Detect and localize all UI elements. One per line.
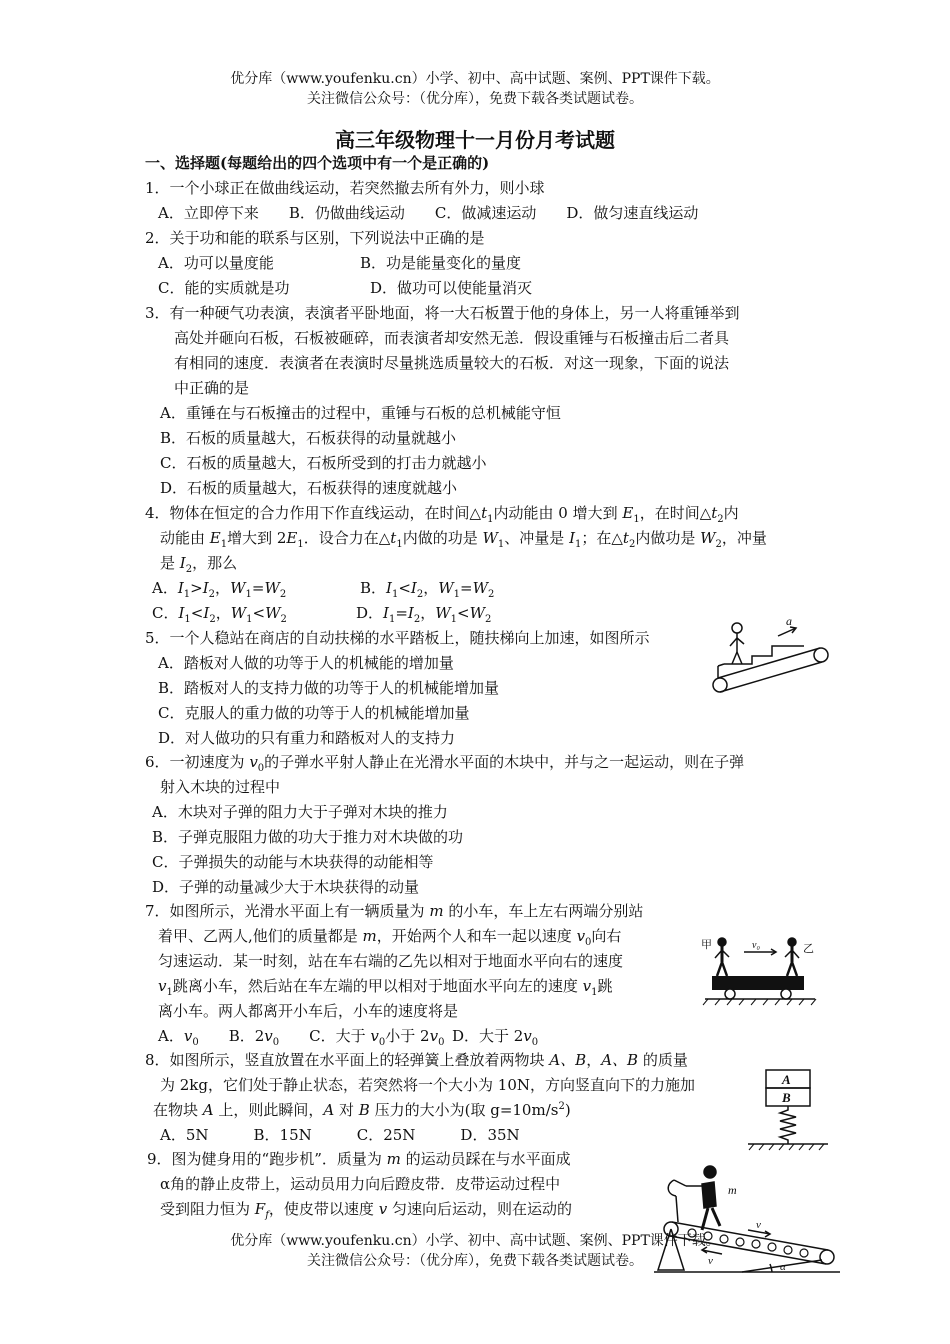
q6-line-1: 6．一初速度为 $v_0$的子弹水平射人静止在光滑水平面的木块中，并与之一起运动，则在子弹 — [145, 753, 745, 774]
belt-velocity-top-label: v — [756, 1219, 761, 1231]
q4-option-d: D．$I_1=I_2$，$W_1<W_2$ — [356, 604, 492, 625]
q2-option-c: C．能的实质就是功 — [158, 279, 290, 297]
q6-line-2: 射入木块的过程中 — [160, 778, 281, 796]
q6-option-a: A．木块对子弹的阻力大于子弹对木块的推力 — [152, 803, 448, 821]
spring-blocks-figure — [744, 1066, 832, 1152]
q7-line-2: 着甲、乙两人,他们的质量都是 m，开始两个人和车一起以速度 $v_0$向右 — [158, 927, 622, 948]
q1-stem: 1．一个小球正在做曲线运动，若突然撤去所有外力，则小球 — [145, 179, 545, 197]
section-heading: 一、选择题(每题给出的四个选项中有一个是正确的) — [145, 154, 490, 172]
header-line-2: 关注微信公众号：（优分库），免费下载各类试题试卷。 — [307, 91, 643, 107]
block-a-label: A — [782, 1072, 791, 1087]
q3-option-a: A．重锤在与石板撞击的过程中，重锤与石板的总机械能守恒 — [160, 404, 561, 422]
treadmill-figure — [652, 1160, 842, 1280]
q8-line-2: 为 2kg，它们处于静止状态，若突然将一个大小为 10N，方向竖直向下的力施加 — [160, 1076, 695, 1094]
q9-line-3: 受到阻力恒为 $F_f$，使皮带以速度 v 匀速向后运动，则在运动的 — [160, 1200, 572, 1221]
q6-option-c: C．子弹损失的动能与木块获得的动能相等 — [152, 853, 434, 871]
escalator-figure — [712, 616, 832, 700]
footer-line-2: 关注微信公众号：（优分库），免费下载各类试题试卷。 — [307, 1253, 643, 1269]
cart-velocity-label: v₀ — [752, 940, 760, 951]
q5-option-a: A．踏板对人做的功等于人的机械能的增加量 — [158, 654, 454, 672]
runner-mass-label: m — [728, 1183, 737, 1197]
q8-options: A．5N B．15N C．25N D．35N — [160, 1126, 520, 1144]
q8-line-3: 在物块 A 上，则此瞬间，A 对 B 压力的大小为(取 $g=10m/s^2$) — [153, 1101, 571, 1119]
q5-stem: 5．一个人稳站在商店的自动扶梯的水平踏板上，随扶梯向上加速，如图所示 — [145, 629, 650, 647]
q7-line-5: 离小车。两人都离开小车后，小车的速度将是 — [158, 1002, 459, 1020]
q5-option-c: C．克服人的重力做的功等于人的机械能增加量 — [158, 704, 470, 722]
cart-left-label: 甲 — [701, 938, 712, 951]
q4-option-b: B．$I_1<I_2$，$W_1=W_2$ — [360, 579, 495, 600]
angle-label: α — [780, 1261, 786, 1273]
header-line-1: 优分库（www.youfenku.cn）小学、初中、高中试题、案例、PPT课件下载。 — [230, 71, 720, 87]
q7-line-4: $v_1$跳离小车，然后站在车左端的甲以相对于地面水平向左的速度 $v_1$跳 — [158, 977, 613, 998]
q2-option-a: A．功可以量度能 — [158, 254, 274, 272]
q3-line-4: 中正确的是 — [174, 379, 250, 397]
q4-line-1: 4．物体在恒定的合力作用下作直线运动，在时间$\triangle t_1$内动能由 0 增大到 $E_1$，在时间$\triangle t_2$内 — [145, 504, 739, 525]
q6-option-d: D．子弹的动量减少大于木块获得的动量 — [152, 878, 420, 896]
belt-velocity-bottom-label: v — [708, 1255, 713, 1267]
q3-line-1: 3．有一种硬气功表演，表演者平卧地面，将一大石板置于他的身体上，另一人将重锤举到 — [145, 304, 740, 322]
q3-option-c: C．石板的质量越大，石板所受到的打击力就越小 — [160, 454, 487, 472]
q2-option-b: B．功是能量变化的量度 — [360, 254, 522, 272]
q3-option-b: B．石板的质量越大，石板获得的动量就越小 — [160, 429, 457, 447]
cart-figure — [700, 930, 820, 1006]
q3-option-d: D．石板的质量越大，石板获得的速度就越小 — [160, 479, 458, 497]
q7-line-1: 7．如图所示，光滑水平面上有一辆质量为 m 的小车，车上左右两端分别站 — [145, 902, 644, 920]
accel-label: a — [786, 616, 792, 628]
q5-option-d: D．对人做功的只有重力和踏板对人的支持力 — [158, 729, 456, 747]
q8-line-1: 8．如图所示，竖直放置在水平面上的轻弹簧上叠放着两物块 A、B，A、B 的质量 — [145, 1051, 688, 1069]
cart-right-label: 乙 — [803, 942, 814, 955]
q7-line-3: 匀速运动．某一时刻，站在车右端的乙先以相对于地面水平向右的速度 — [158, 952, 624, 970]
q9-line-2: α角的静止皮带上，运动员用力向后蹬皮带．皮带运动过程中 — [160, 1175, 561, 1193]
q7-options: A．$v_0$ B．$2v_0$ C．大于 $v_0$小于 $2v_0$ D．大于 $2v_0$ — [158, 1027, 539, 1048]
page-title: 高三年级物理十一月份月考试题 — [335, 128, 615, 152]
q3-line-2: 高处并砸向石板，石板被砸碎，而表演者却安然无恙．假设重锤与石板撞击后二者具 — [174, 329, 730, 347]
q3-line-3: 有相同的速度．表演者在表演时尽量挑选质量较大的石板．对这一现象，下面的说法 — [174, 354, 730, 372]
q4-option-c: C．$I_1<I_2$，$W_1<W_2$ — [152, 604, 287, 625]
q4-line-2: 动能由 $E_1$增大到 $2E_1$．设合力在$\triangle t_1$内做的功是 $W_1$、冲量是 $I_1$；在$\triangle t_2$内做功是 $W_2$，冲量 — [160, 529, 767, 550]
q9-line-1: 9．图为健身用的“跑步机”．质量为 m 的运动员踩在与水平面成 — [147, 1150, 571, 1168]
q2-stem: 2．关于功和能的联系与区别，下列说法中正确的是 — [145, 229, 485, 247]
q4-option-a: A．$I_1>I_2$，$W_1=W_2$ — [152, 579, 287, 600]
q6-option-b: B．子弹克服阻力做的功大于推力对木块做的功 — [152, 828, 464, 846]
q4-line-3: 是 $I_2$，那么 — [160, 554, 238, 575]
footer-line-1: 优分库（www.youfenku.cn）小学、初中、高中试题、案例、PPT课件下载。 — [230, 1233, 720, 1249]
q1-options: A．立即停下来 B．仍做曲线运动 C．做减速运动 D．做匀速直线运动 — [158, 204, 699, 222]
block-b-label: B — [782, 1090, 791, 1105]
q5-option-b: B．踏板对人的支持力做的功等于人的机械能增加量 — [158, 679, 500, 697]
q2-option-d: D．做功可以使能量消灭 — [370, 279, 533, 297]
